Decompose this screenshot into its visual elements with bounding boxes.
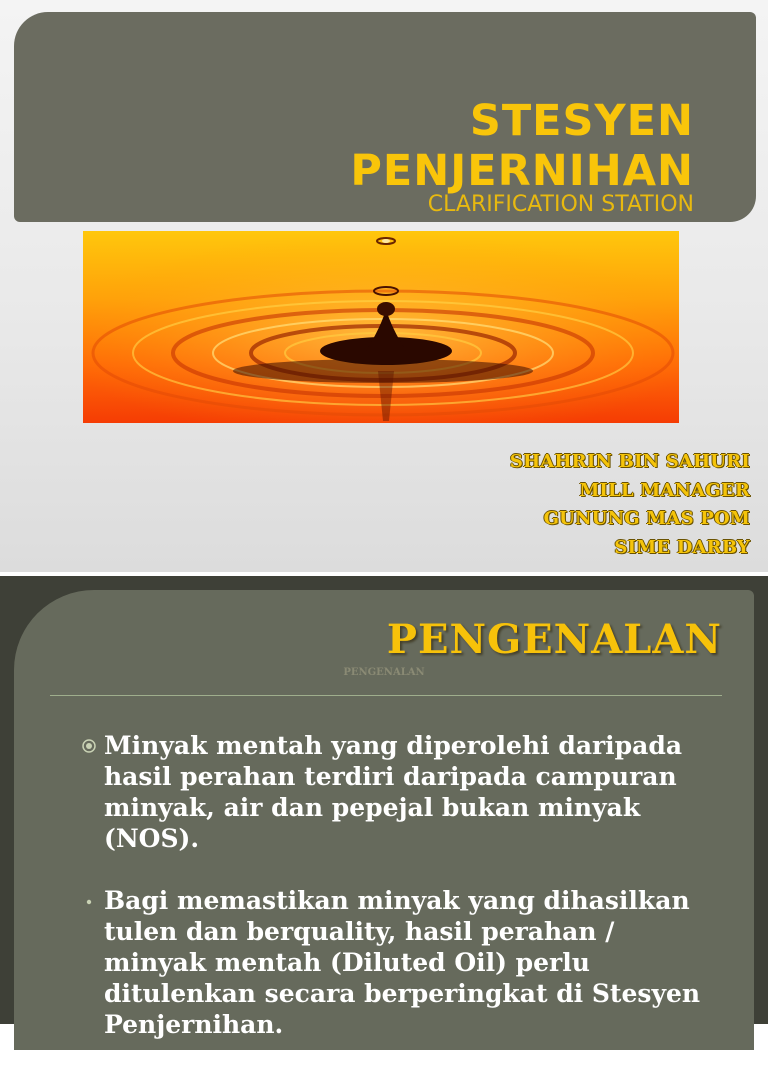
slide-subheading: PENGENALAN	[343, 667, 425, 678]
oil-droplet-ripple-image	[83, 231, 679, 423]
bullet-list	[76, 730, 716, 1071]
list-item	[76, 885, 716, 1040]
heading-divider	[50, 695, 722, 696]
bullet-text: Bagi memastikan minyak yang dihasilkan tulen dan berquality, hasil perahan / minyak mentah (Diluted Oil) perlu ditulenkan secara berperingkat di Stesyen Penjernihan.	[104, 886, 701, 1039]
presenter-name: SHAHRIN BIN SAHURI	[509, 451, 750, 472]
slide-subtitle: CLARIFICATION STATION	[427, 192, 694, 217]
small-dot-bullet-icon	[80, 885, 98, 916]
bullet-text: Minyak mentah yang diperolehi daripada hasil perahan terdiri daripada campuran minyak, air dan pepejal bukan minyak (NOS).	[104, 731, 683, 853]
presenter-company: SIME DARBY	[614, 536, 750, 558]
circle-dot-bullet-icon	[80, 730, 98, 761]
slide-title	[94, 96, 694, 196]
presenter-role: MILL MANAGER	[579, 479, 750, 501]
title-line-2: PENJERNIHAN	[350, 146, 694, 196]
presenter-location: GUNUNG MAS POM	[543, 508, 750, 529]
slide-heading: PENGENALAN	[386, 616, 722, 663]
presenter-credits	[330, 448, 750, 562]
list-item	[76, 730, 716, 854]
introduction-slide	[0, 576, 768, 1039]
title-line-1: STESYEN	[469, 96, 694, 146]
